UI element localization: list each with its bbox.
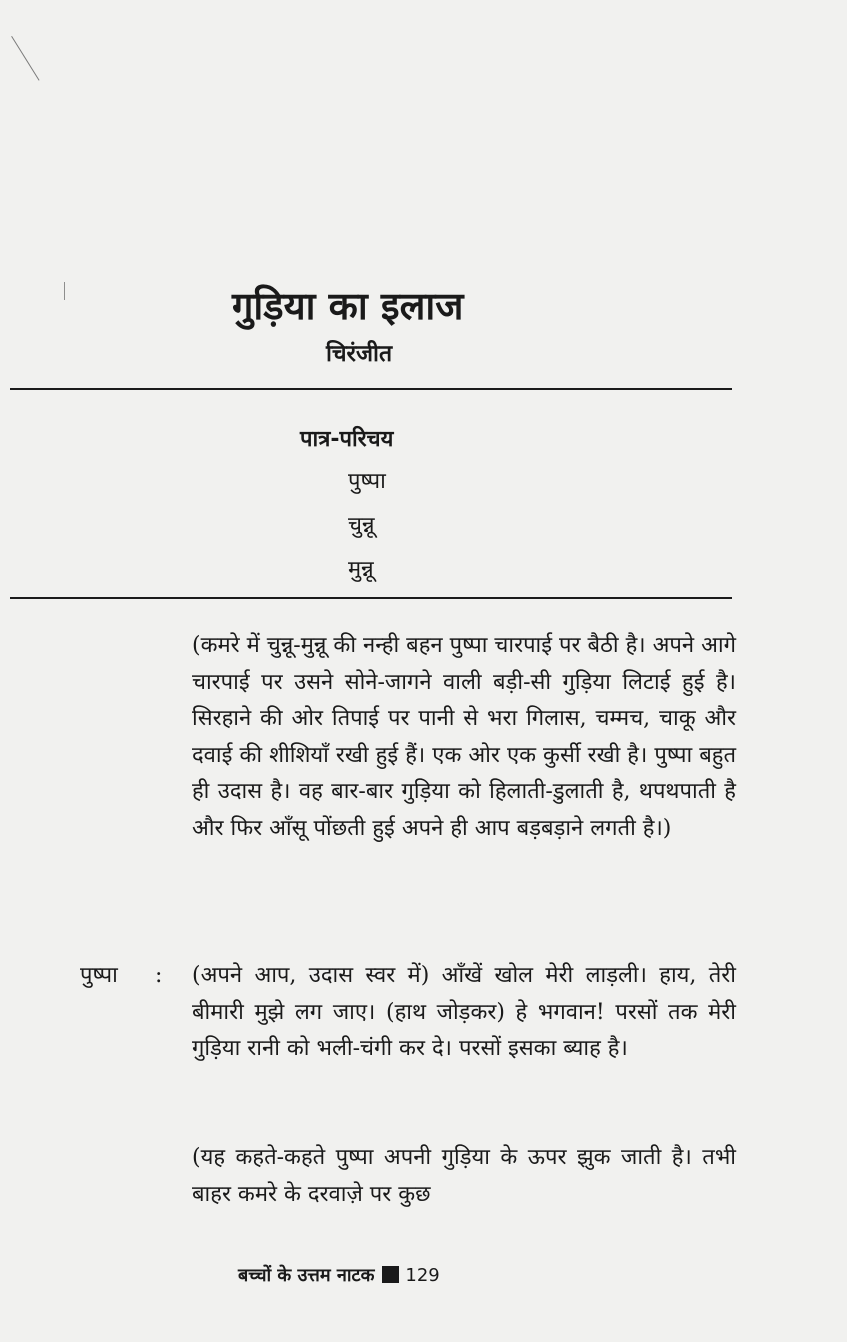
- speaker-separator: :: [155, 963, 163, 988]
- cast-heading: पात्र-परिचय: [300, 427, 394, 452]
- dialogue-text: (अपने आप, उदास स्वर में) आँखें खोल मेरी लाड़ली। हाय, तेरी बीमारी मुझे लग जाए। (हाथ जोड़कर) हे भगवान! परसों तक मेरी गुड़िया रानी को भली-चंगी कर दे। परसों इसका ब्याह है।: [192, 963, 736, 1062]
- cast-member: पुष्पा: [348, 469, 386, 494]
- page-mark: [11, 36, 39, 81]
- stage-direction: (यह कहते-कहते पुष्पा अपनी गुड़िया के ऊपर झुक जाती है। तभी बाहर कमरे के दरवाज़े पर कुछ: [192, 1145, 736, 1207]
- page-footer: [238, 1262, 440, 1290]
- bottom-divider: [10, 597, 732, 599]
- page-mark: [64, 282, 65, 300]
- cast-list: [348, 460, 386, 592]
- top-divider: [10, 388, 732, 390]
- square-bullet-icon: [382, 1266, 399, 1283]
- cast-member: चुन्नू: [348, 513, 375, 538]
- page-number: 129: [405, 1265, 440, 1286]
- play-title: गुड़िया का इलाज: [232, 284, 464, 328]
- speaker-name: पुष्पा: [80, 963, 118, 988]
- author-name: चिरंजीत: [326, 341, 393, 367]
- book-title: बच्चों के उत्तम नाटक: [238, 1265, 375, 1286]
- cast-member: मुन्नू: [348, 557, 374, 582]
- stage-direction: (कमरे में चुन्नू-मुन्नू की नन्ही बहन पुष्पा चारपाई पर बैठी है। अपने आगे चारपाई पर उसने सोने-जागने वाली बड़ी-सी गुड़िया लिटाई हुई है। सिरहाने की ओर तिपाई पर पानी से भरा गिलास, चम्मच, चाकू और दवाई की शीशियाँ रखी हुई हैं। एक ओर एक कुर्सी रखी है। पुष्पा बहुत ही उदास है। वह बार-बार गुड़िया को हिलाती-डुलाती है, थपथपाती है और फिर आँसू पोंछती हुई अपने ही आप बड़बड़ाने लगती है।): [192, 633, 736, 841]
